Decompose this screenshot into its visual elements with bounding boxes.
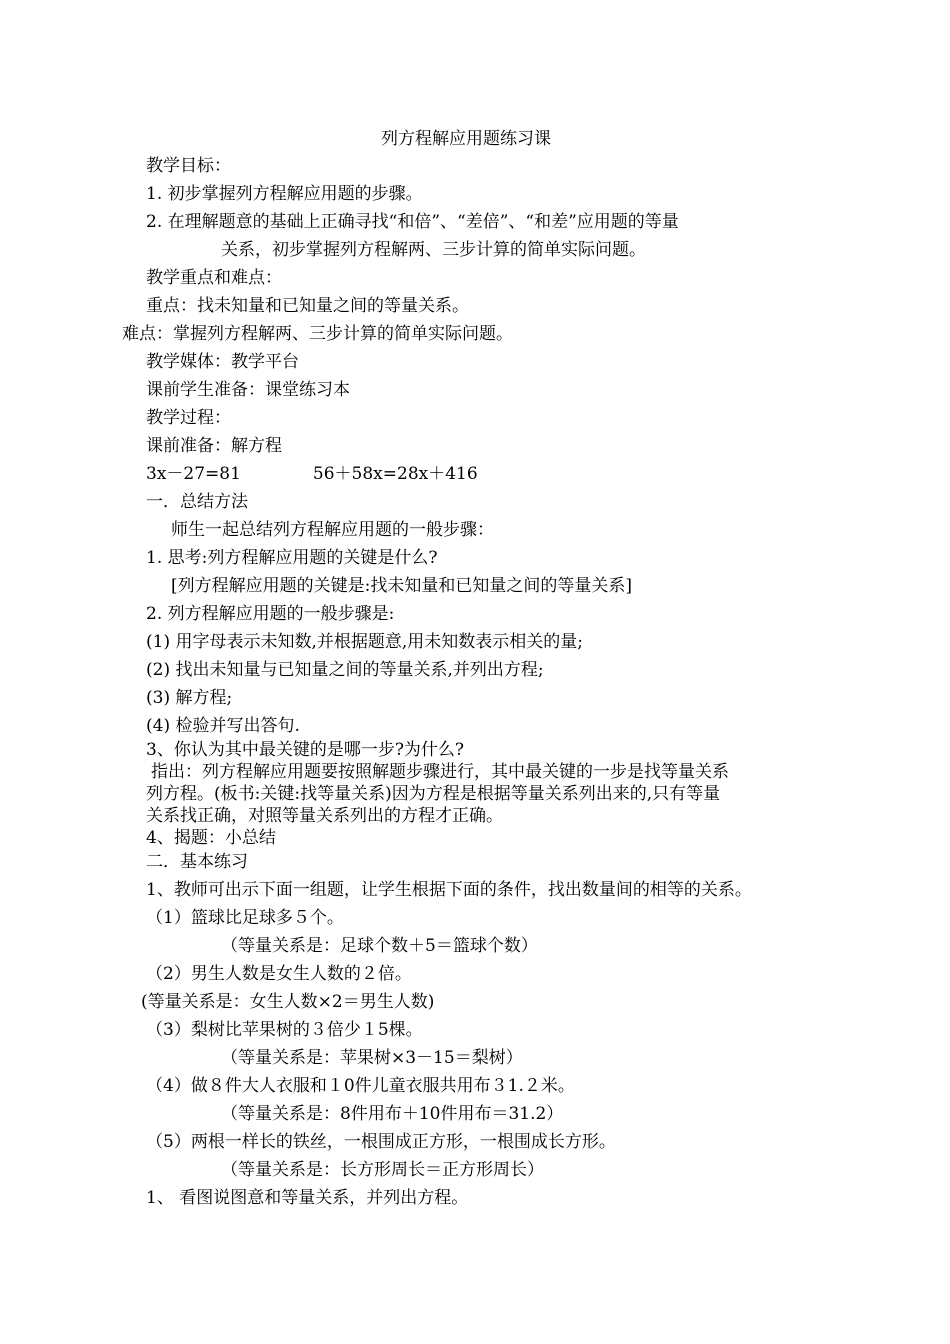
exercise-5: （5）两根一样长的铁丝，一根围成正方形，一根围成长方形。 [146,1132,616,1152]
goal-2: 2. 在理解题意的基础上正确寻找“和倍”、“差倍”、“和差”应用题的等量 [146,212,679,232]
point-out-line-1: 指出：列方程解应用题要按照解题步骤进行，其中最关键的一步是找等量关系 [151,762,729,782]
exercise-3-relation: （等量关系是：苹果树×3－15＝梨树） [221,1048,523,1068]
key-point: 重点：找未知量和已知量之间的等量关系。 [146,296,469,316]
heading-teaching-process: 教学过程： [146,408,231,428]
teaching-media: 教学媒体：教学平台 [146,352,299,372]
exercise-5-relation: （等量关系是：长方形周长＝正方形周长） [221,1160,544,1180]
think-answer: [列方程解应用题的关键是:找未知量和已知量之间的等量关系] [171,576,632,596]
heading-teaching-goals: 教学目标： [146,156,231,176]
exercise-3: （3）梨树比苹果树的３倍少１5棵。 [146,1020,423,1040]
exercise-4: （4）做８件大人衣服和１0件儿童衣服共用布３1.２米。 [146,1076,575,1096]
goal-1: 1. 初步掌握列方程解应用题的步骤。 [146,184,423,204]
equation-row [146,463,478,485]
student-preparation: 课前学生准备：课堂练习本 [146,380,350,400]
step-1: (1) 用字母表示未知数,并根据题意,用未知数表示相关的量; [146,632,584,652]
exercise-2-relation: (等量关系是：女生人数×2＝男生人数) [141,992,435,1012]
step-4: (4) 检验并写出答句. [146,716,300,736]
heading-key-points: 教学重点和难点： [146,268,282,288]
exercise-1-relation: （等量关系是：足球个数＋5＝篮球个数） [221,936,538,956]
pre-class-preparation: 课前准备：解方程 [146,436,282,456]
goal-2-continued: 关系，初步掌握列方程解两、三步计算的简单实际问题。 [221,240,646,260]
key-step-question: 3、你认为其中最关键的是哪一步?为什么? [146,740,465,760]
summary-intro: 师生一起总结列方程解应用题的一般步骤： [171,520,494,540]
section-summarize-method: 一．总结方法 [146,492,248,512]
equation-1: 3x－27=81 [146,464,241,484]
practice-instruction: 1、教师可出示下面一组题，让学生根据下面的条件，找出数量间的相等的关系。 [146,880,752,900]
point-out-line-2: 列方程。(板书:关键:找等量关系)因为方程是根据等量关系列出来的,只有等量 [146,784,721,804]
exercise-2: （2）男生人数是女生人数的２倍。 [146,964,412,984]
difficult-point: 难点：掌握列方程解两、三步计算的简单实际问题。 [122,324,513,344]
reveal-topic: 4、揭题：小总结 [146,828,276,848]
think-question: 1. 思考:列方程解应用题的关键是什么? [146,548,438,568]
exercise-1: （1）篮球比足球多５个。 [146,908,344,928]
point-out-line-3: 关系找正确，对照等量关系列出的方程才正确。 [146,806,503,826]
equation-2: 56＋58x=28x＋416 [312,464,478,484]
step-3: (3) 解方程; [146,688,233,708]
section-basic-practice: 二．基本练习 [146,852,248,872]
step-2: (2) 找出未知量与已知量之间的等量关系,并列出方程; [146,660,544,680]
general-steps-heading: 2. 列方程解应用题的一般步骤是: [146,604,395,624]
picture-task: 1、 看图说图意和等量关系，并列出方程。 [146,1188,469,1208]
exercise-4-relation: （等量关系是：8件用布＋10件用布＝31.2） [221,1104,564,1124]
document-title: 列方程解应用题练习课 [381,129,551,149]
